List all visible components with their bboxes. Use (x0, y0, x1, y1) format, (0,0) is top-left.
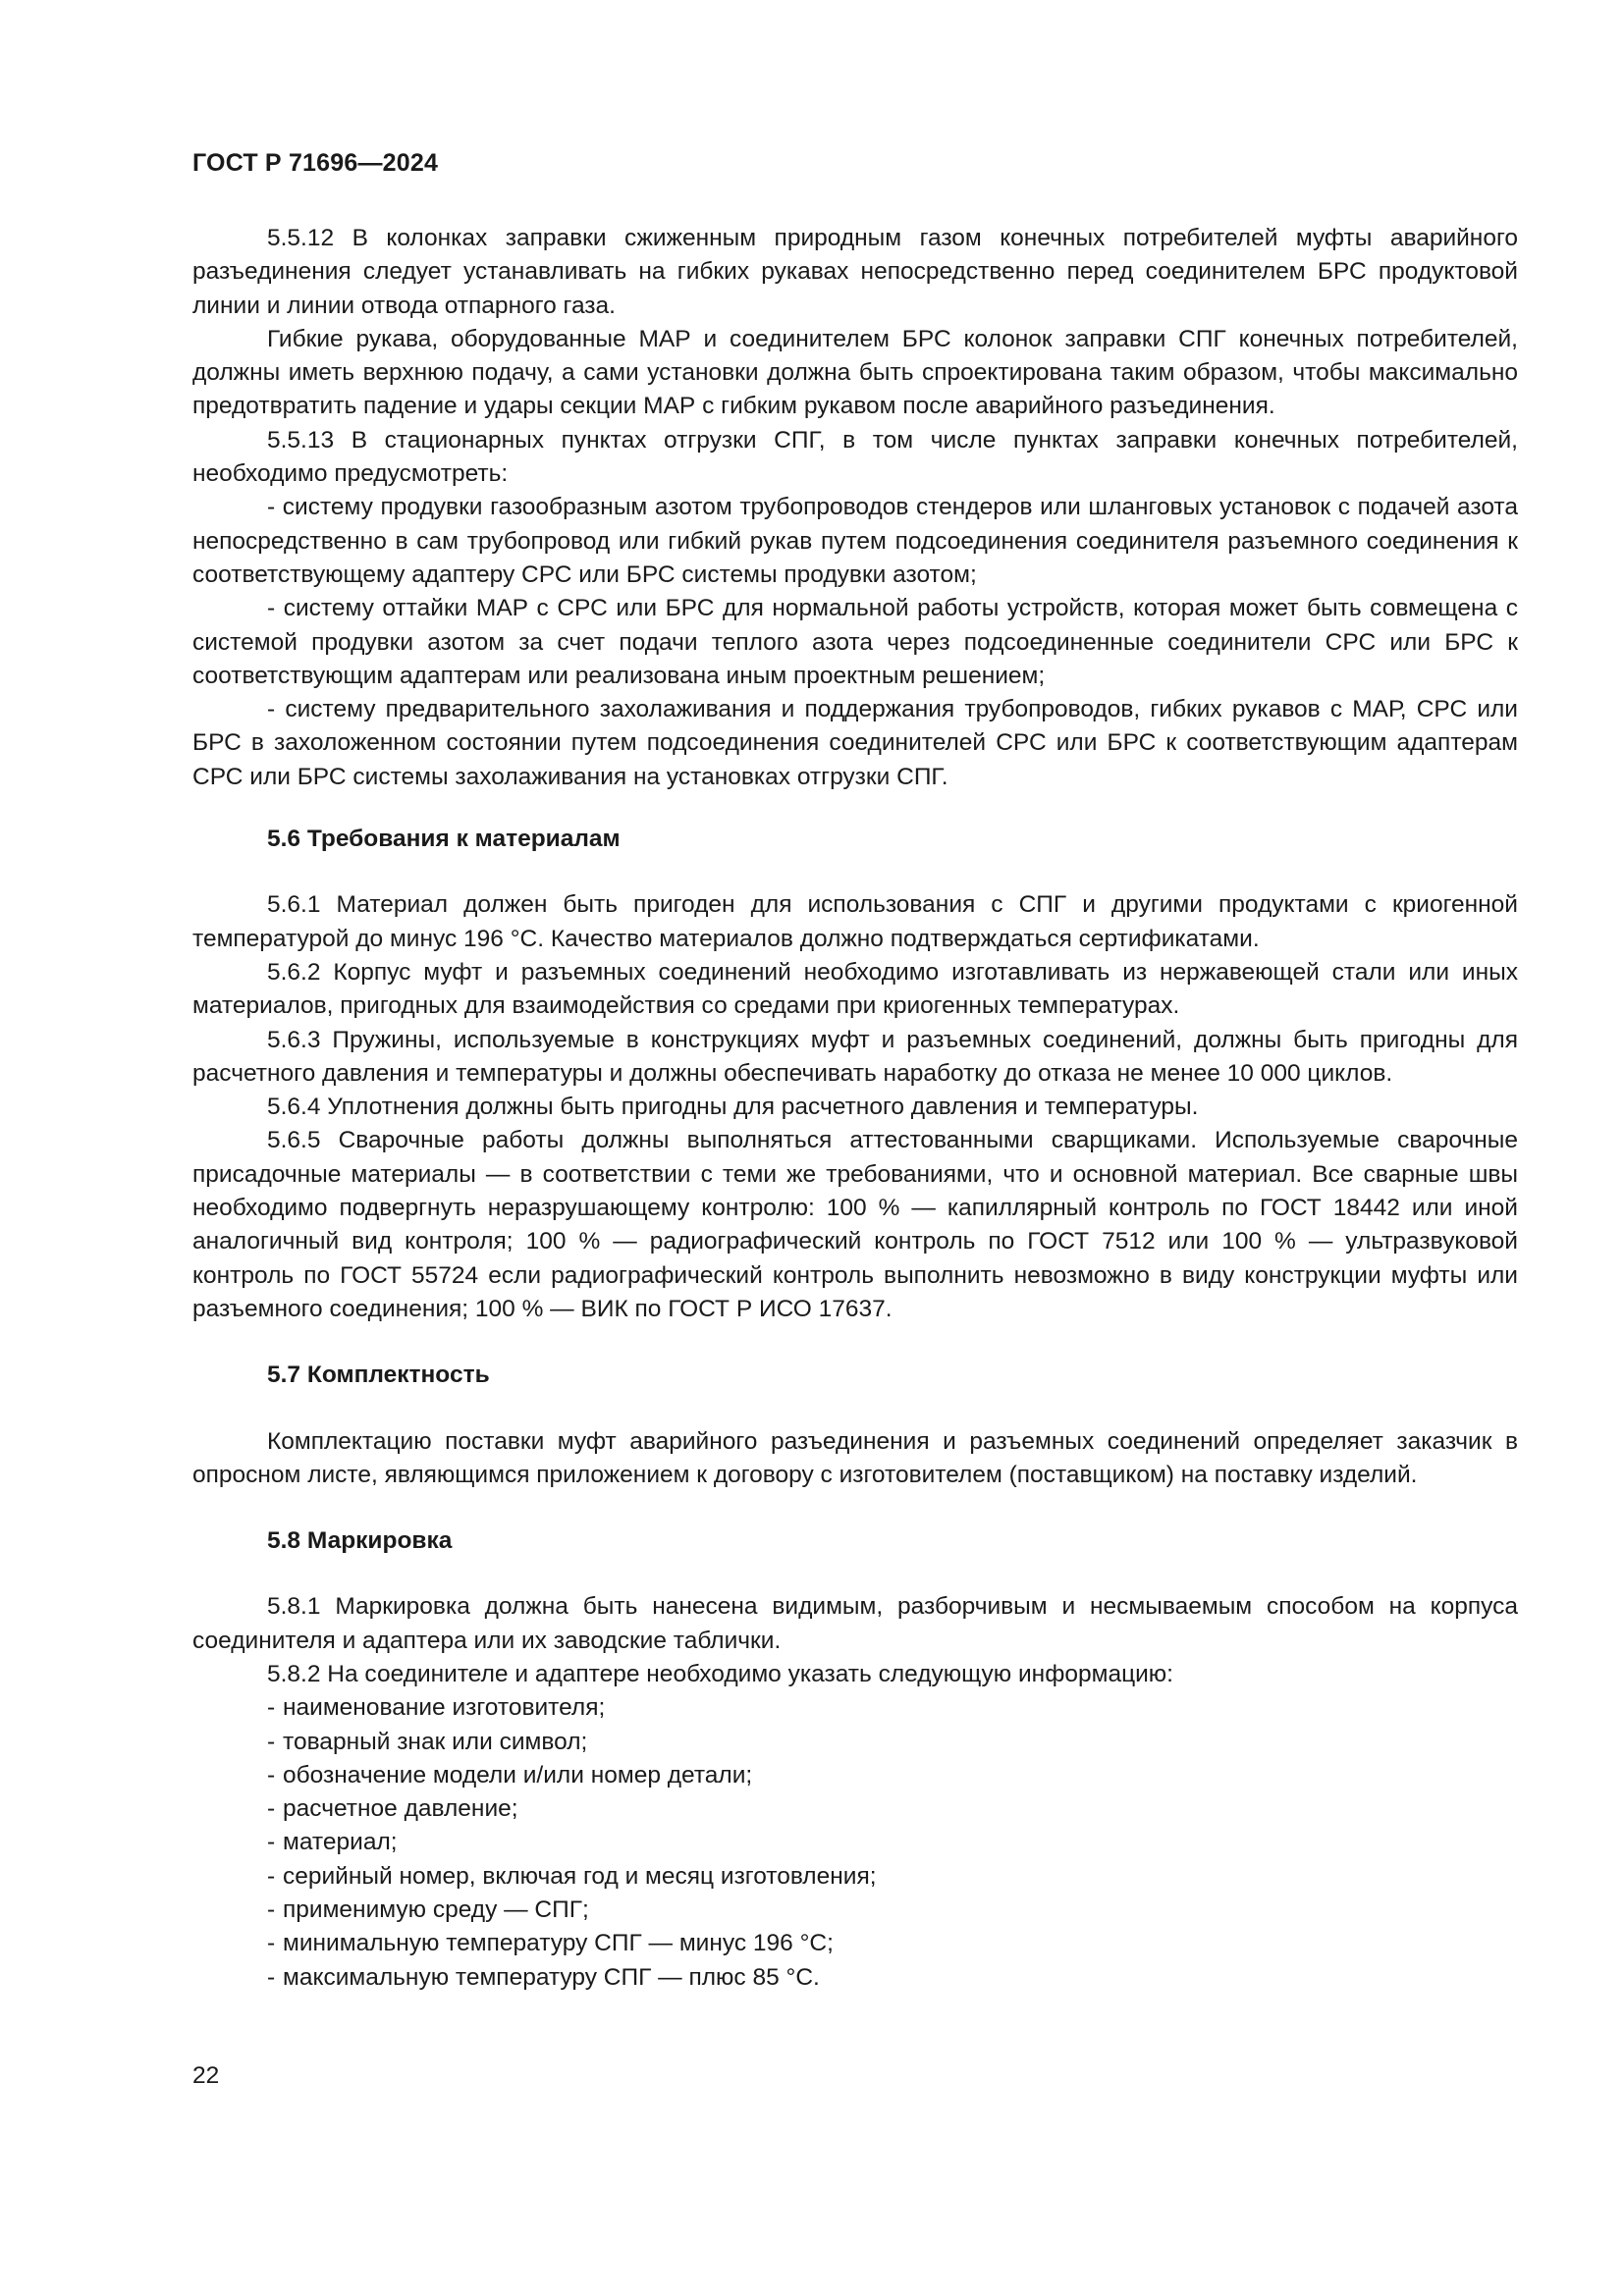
list-item: - обозначение модели и/или номер детали; (192, 1759, 1518, 1792)
paragraph-5-5-13: 5.5.13 В стационарных пунктах отгрузки СПГ, в том числе пунктах заправки конечных потребителей, необходимо предусмотреть: (192, 426, 1518, 488)
list-dash: - (267, 1896, 276, 1924)
section-heading-5-8: 5.8 Маркировка (267, 1527, 453, 1555)
list-item: - расчетное давление; (192, 1792, 1518, 1826)
list-item: - товарный знак или символ; (192, 1726, 1518, 1759)
paragraph-5-6-4: 5.6.4 Уплотнения должны быть пригодны для расчетного давления и температуры. (267, 1094, 1199, 1121)
list-dash: - (267, 1829, 276, 1856)
list-dash: - (267, 1963, 276, 1991)
document-body (192, 222, 1518, 1995)
marking-info-list (192, 1691, 1518, 1995)
section-heading-5-6: 5.6 Требования к материалам (267, 826, 621, 853)
paragraph-5-8-2: 5.8.2 На соединителе и адаптере необходимо указать следующую информацию: (267, 1660, 1173, 1687)
list-item: - минимальную температуру СПГ — минус 196 °С; (192, 1927, 1518, 1960)
list-dash: - (267, 1862, 276, 1890)
page-number: 22 (192, 2062, 220, 2089)
list-item: - материал; (192, 1826, 1518, 1859)
list-dash: - (267, 1694, 276, 1722)
item-precooling-system: - систему предварительного захолаживания и поддержания трубопроводов, гибких рукавов с МАР, СРС или БРС в захоложенном состоянии путем подсоединения соединителей СРС или БРС к соответствующим адаптерам СРС или БРС системы захолаживания на установках отгрузки СПГ. (192, 696, 1518, 790)
paragraph-5-6-3: 5.6.3 Пружины, используемые в конструкциях муфт и разъемных соединений, должны быть пригодны для расчетного давления и температуры и должны обеспечивать наработку до отказа не менее 10 000 циклов. (192, 1026, 1518, 1087)
paragraph-5-5-12: 5.5.12 В колонках заправки сжиженным природным газом конечных потребителей муфты аварийного разъединения следует устанавливать на гибких рукавах непосредственно перед соединителем БРС продуктовой линии и линии отвода отпарного газа. (192, 225, 1518, 319)
list-item: - серийный номер, включая год и месяц изготовления; (192, 1860, 1518, 1894)
paragraph-flexible-hoses: Гибкие рукава, оборудованные МАР и соединителем БРС колонок заправки СПГ конечных потребителей, должны иметь верхнюю подачу, а сами установки должна быть спроектирована таким образом, чтобы максимально предотвратить падение и удары секции МАР с гибким рукавом после аварийного разъединения. (192, 325, 1518, 420)
list-item: - применимую среду — СПГ; (192, 1894, 1518, 1927)
paragraph-5-6-2: 5.6.2 Корпус муфт и разъемных соединений необходимо изготавливать из нержавеющей стали или иных материалов, пригодных для взаимодействия со средами при криогенных температурах. (192, 958, 1518, 1020)
section-heading-5-7: 5.7 Комплектность (267, 1362, 490, 1389)
list-dash: - (267, 1761, 276, 1789)
list-item: - наименование изготовителя; (192, 1691, 1518, 1725)
list-dash: - (267, 1930, 276, 1957)
paragraph-5-6-5: 5.6.5 Сварочные работы должны выполняться аттестованными сварщиками. Используемые сварочные присадочные материалы — в соответствии с теми же требованиями, что и основной материал. Все сварные швы необходимо подвергнуть неразрушающему контролю: 100 % — капиллярный контроль по ГОСТ 18442 или иной аналогичный вид контроля; 100 % — радиографический контроль по ГОСТ 7512 или 100 % — ультразвуковой контроль по ГОСТ 55724 если радиографический контроль выполнить невозможно в виду конструкции муфты или разъемного соединения; 100 % — ВИК по ГОСТ Р ИСО 17637. (192, 1127, 1518, 1322)
document-code-header: ГОСТ Р 71696—2024 (192, 149, 439, 177)
list-item: - максимальную температуру СПГ — плюс 85 °С. (192, 1961, 1518, 1995)
paragraph-5-6-1: 5.6.1 Материал должен быть пригоден для использования с СПГ и другими продуктами с криогенной температурой до минус 196 °С. Качество материалов должно подтверждаться сертификатами. (192, 891, 1518, 952)
list-dash: - (267, 1728, 276, 1755)
paragraph-5-7: Комплектацию поставки муфт аварийного разъединения и разъемных соединений определяет заказчик в опросном листе, являющимся приложением к договору с изготовителем (поставщиком) на поставку изделий. (192, 1427, 1518, 1488)
item-nitrogen-purge: - систему продувки газообразным азотом трубопроводов стендеров или шланговых установок с подачей азота непосредственно в сам трубопровод или гибкий рукав путем подсоединения соединителя разъемного соединения к соответствующему адаптеру СРС или БРС системы продувки азотом; (192, 494, 1518, 588)
list-dash: - (267, 1795, 276, 1823)
paragraph-5-8-1: 5.8.1 Маркировка должна быть нанесена видимым, разборчивым и несмываемым способом на корпуса соединителя и адаптера или их заводские таблички. (192, 1593, 1518, 1654)
item-defrost-system: - систему оттайки МАР с СРС или БРС для нормальной работы устройств, которая может быть совмещена с системой продувки азотом за счет подачи теплого азота через подсоединенные соединители СРС или БРС к соответствующим адаптерам или реализована иным проектным решением; (192, 595, 1518, 689)
